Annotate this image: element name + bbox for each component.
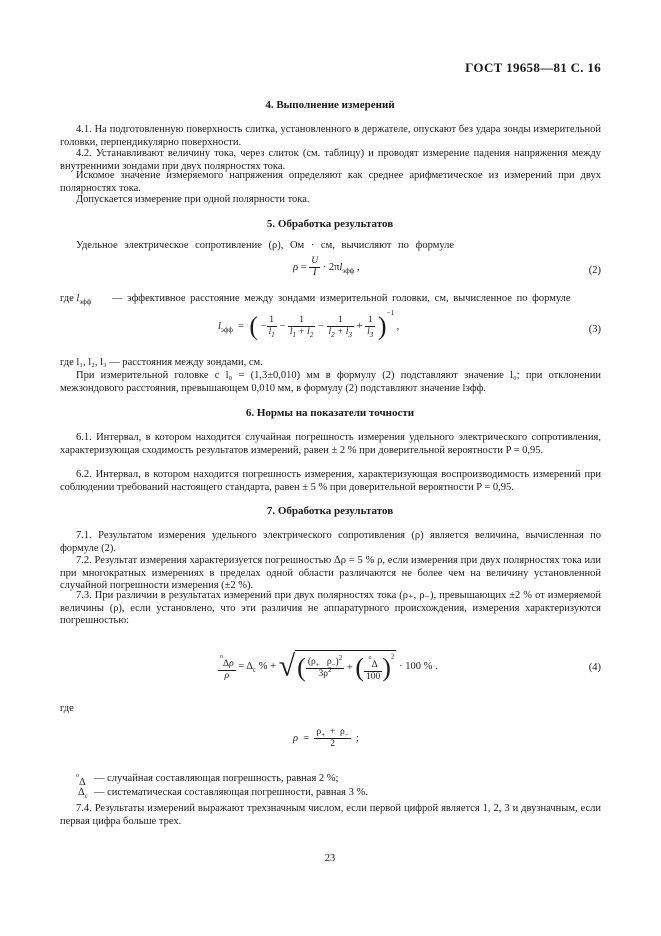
para-6-2: 6.2. Интервал, в котором находится погрешность измерения, характеризующая воспроизводимость измерений при соблюдении требований настоящего стандарта, равен ± 5 % при доверительной вероятности P = 0,95. (60, 469, 601, 493)
para-4-3: Допускается измерение при одной полярности тока. (76, 194, 310, 205)
delta-random-symbol: $^o$Δ (76, 773, 86, 788)
para-5-leff-def: — эффективное расстояние между зондами измерительной головки, см, вычисленное по формуле (112, 293, 571, 304)
para-4-2: 4.2. Устанавливают величину тока, через слиток (см. таблицу) и проводят измерение падения напряжения между внутренними зондами при двух полярностях тока. (60, 148, 601, 172)
section-5-title: 5. Обработка результатов (266, 218, 394, 230)
formula-2: ρ = $\frac{U}{I}$ · $2\pi l_{эфф}$ , (293, 256, 360, 278)
leff-label: где $l_{эфф}$ (60, 293, 92, 307)
section-6-title: 6. Нормы на показатели точности (245, 407, 415, 419)
def-random: — случайная составляющая погрешность, равная 2 %; (94, 773, 339, 784)
formula-rho-mean: ρ = $\frac{\rho_+ + \rho_-}{2}$ ; (293, 727, 359, 749)
page-number: 23 (324, 853, 336, 864)
section-7-title: 7. Обработка результатов (266, 505, 394, 517)
formula-4: $\frac{^o\Delta\rho}{\rho}$ = $\Delta_c$ % + √( $\frac{(\rho_+ \rho_-)^2}{3\rho^2}$ + ( $\frac{^o\Delta}{100}$ )$^2$ · 100 % . (220, 649, 438, 683)
para-5-probe: При измерительной головке с l₀ = (1,3±0,010) мм в формулу (2) подставляют значение l₀; при отклонении межзондового расстояния, превышающем 0,010 мм, в формулу (2) подставляют значение lэфф. (60, 370, 601, 394)
para-4-2-note: Искомое значение измеряемого напряжения определяют как среднее арифметическое из измерений при двух полярностях тока. (60, 170, 601, 194)
para-7-2: 7.2. Результат измерения характеризуется погрешностью Δρ = 5 % ρ, если измерения при двух полярностях тока или при многократных измерениях в пределах одной области различаются не более чем на величину установленной случайной погрешности измерения (±2 %). (60, 555, 601, 591)
formula-3: $l_{эфф}$ = ( − $\frac{1}{l_1}$ − $\frac{1}{l_1 + l_2}$ − $\frac{1}{l_2 + l_3}$ + $\frac{1}{l_3}$ )$^{-1}$ , (218, 309, 400, 341)
para-7-1: 7.1. Результатом измерения удельного электрического сопротивления (ρ) является величина, вычисленная по формуле (2). (60, 530, 601, 554)
equation-number-3: (3) (588, 324, 601, 335)
para-4-1: 4.1. На подготовленную поверхность слитка, установленного в держателе, опускают без удара зонды измерительной головки, перпендикулярно поверхности. (60, 124, 601, 148)
def-systematic: — систематическая составляющая погрешности, равная 3 %. (94, 787, 368, 798)
para-5-distances: где l₁, l₂, l₃ — расстояния между зондами, см. (60, 357, 263, 368)
para-6-1: 6.1. Интервал, в котором находится случайная погрешность измерения удельного электрического сопротивления, характеризующая сходимость результатов измерений, равен ± 2 % при доверительной вероятности P = 0,95. (60, 432, 601, 456)
para-7-3: 7.3. При различии в результатах измерений при двух полярностях тока (ρ₊, ρ₋), превышающих ±2 % от измеряемой величины (ρ), если установлено, что эти различия не аппаратурного происхождения, измерения характеризуются погрешностью: (60, 590, 601, 626)
where-label: где (60, 703, 74, 714)
section-4-title: 4. Выполнение измерений (265, 99, 395, 111)
equation-number-4: (4) (588, 662, 601, 673)
equation-number-2: (2) (588, 265, 601, 276)
para-5-leff-def-text: эффективное расстояние между зондами измерительной головки, см, вычисленное по формуле (127, 293, 571, 304)
para-5-intro: Удельное электрическое сопротивление (ρ), Ом · см, вычисляют по формуле (76, 240, 455, 251)
delta-system-symbol: $\Delta_c$ (78, 787, 88, 801)
para-7-4: 7.4. Результаты измерений выражают трехзначным числом, если первой цифрой является 1, 2, 3 и двузначным, если первая цифра больше трех. (60, 803, 601, 827)
page-header: ГОСТ 19658—81 С. 16 (465, 60, 601, 75)
